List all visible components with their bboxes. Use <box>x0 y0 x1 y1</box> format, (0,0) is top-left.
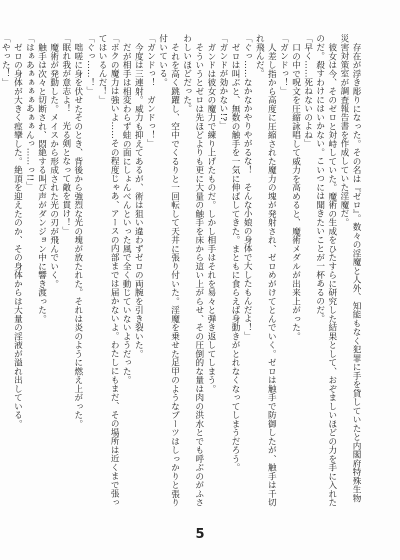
dialogue-line: 「ガンドっ！ ガンドっ！」 <box>145 34 156 148</box>
paragraph: 存在が浮き彫りになった。その名は『ゼロ』。数々の淫魔と人外、知能もなく犯罪に手を貸していたと内閣府特殊生物災害対策室が調査報告書を作成していた淫魔だ。 <box>338 34 361 503</box>
dialogue-line: 「やった！」 <box>0 34 11 87</box>
dialogue-line: 「はぁあぁぁぁぁあぁぁんっ……っ!!」 <box>24 34 35 190</box>
paragraph: 触手は次々と切断され、悶絶する叫び声がダンジョン中に響き渡った。 <box>36 42 47 323</box>
vertical-text-block <box>0 34 362 510</box>
dialogue-line: 「早く……死ねないのよね」 <box>302 34 313 148</box>
paragraph: ゼロの身体が大きく痙攣した。絶頂を迎えたのか、その身体からは大量の淫液が溢れ出している。 <box>12 42 23 428</box>
paragraph: 口の中で呪文を圧縮詠唱して威力を高めると、魔術メダルが出来上がった。 <box>290 42 301 341</box>
page-number: 5 <box>195 527 205 542</box>
paragraph: ゼロは叫ぶと、無数の触手を一気に伸ばしてきた。まともに食らえば身動きがとれなくなってしまうだろう。 <box>230 42 241 472</box>
paragraph: 今度は三連射。威力も抑えてあるが、術は狙い違わずゼロの両腕を引き裂いた。 <box>133 42 144 358</box>
dialogue-line: 「ぐっ……なかなかやりやがるな！ そんな小娘の身体で大したもんだよ！」 <box>242 34 253 341</box>
paragraph: 人差し指から高度に圧縮された魔力の塊が発射され、ゼロめがけてとんでいく。ゼロは触手で防御したが、触手は千切れ飛んだ。 <box>254 34 277 507</box>
dialogue-line: 「眠れ我が意志よ！ 光る剣となって敵を貫け！」 <box>60 34 71 236</box>
dialogue-line: 「ガンドっ！」 <box>278 34 289 96</box>
paragraph: 彼女は今、そのゼロと対峙していた。魔術の生成をひたすらに研究した結果として、おぞましいほどの力を手に入れたのだ。殺すわけにはいかない。こいつには聞きたいことが一杯あるのだ。 <box>314 34 337 507</box>
paragraph: それを高く跳躍し、空中でくるりと一回転して天井に張り付いた。淫魔を乗せた足甲のようなブーツはしっかりと張り付いている。 <box>157 34 180 507</box>
dialogue-line: 「ガンドが効かない!?」 <box>217 34 228 130</box>
dialogue-line: 「ボクの魔力は強いよ……その程度じゃあ、アースの内部までは届かないよ。わたしにもまだ、その場所は近くまで張ってはいるんだ！」 <box>97 34 120 507</box>
paragraph: 魔術が発動した。メイスから形成された光の刃が飛んでいく。 <box>48 42 59 288</box>
paragraph: ガンドは彼女の魔力で練り上げたものだ。しかし相手はそれを易々と弾き返してしまう。 <box>205 42 216 393</box>
paragraph: だが相手は相変わらず蛙の面にしょんべんといった風で全く動じていないようだった。 <box>121 42 132 384</box>
dialogue-line: 「ぐっ……！」 <box>84 34 95 96</box>
paragraph: 咄嗟に身を伏せたそのとき、背後から強烈な光の塊が放たれた。それは炎のように燃え上がった。 <box>72 42 83 428</box>
paragraph: そういうとゼロは先ほどよりも更に大量の触手を床から這い上がらせ、その圧倒的な量は肉の洪水とでも呼ぶのがふさわしいほどだった。 <box>181 34 204 507</box>
